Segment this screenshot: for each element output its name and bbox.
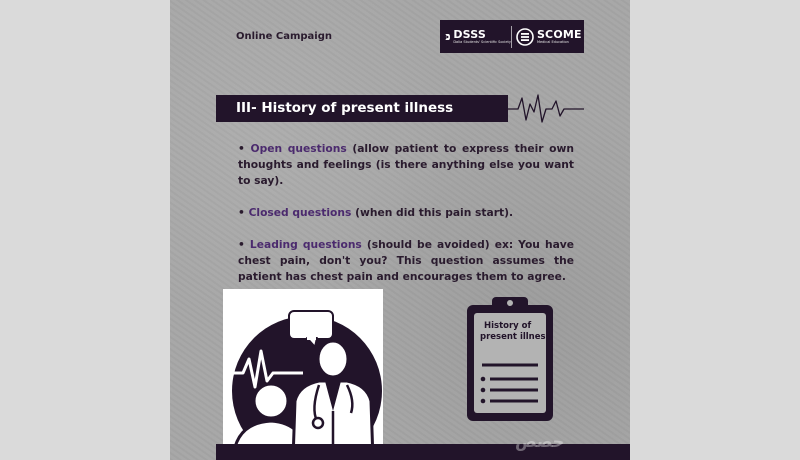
dsss-logo [440, 20, 511, 53]
dsss-emblem-icon [445, 27, 450, 47]
section-header [216, 95, 508, 122]
doctor-patient-icon [223, 289, 383, 460]
bullet-leading-questions [238, 237, 574, 285]
bullet-marker: • [238, 206, 245, 219]
bullet-list [238, 141, 574, 285]
scome-subtitle: Medical Education [536, 40, 569, 44]
clipboard-title-line2: present illness [480, 332, 551, 342]
bullet-marker: • [238, 238, 245, 251]
scome-logo [512, 20, 584, 53]
clipboard-title-line1: History of [484, 321, 532, 331]
campaign-poster [170, 0, 630, 460]
campaign-label: Online Campaign [236, 31, 332, 42]
bullet-term: Closed questions [248, 206, 352, 219]
logos-banner [440, 20, 584, 53]
clipboard-icon [464, 293, 556, 425]
bullet-term: Leading questions [249, 238, 362, 251]
dsss-subtitle: Dalia Students' Scientific Society [453, 40, 511, 44]
bullet-text: (when did this pain start). [351, 206, 514, 219]
bottom-bar [216, 444, 630, 460]
bullet-marker: • [238, 142, 245, 155]
bullet-closed-questions [238, 205, 574, 221]
dsss-title: DSSS [453, 28, 487, 41]
logo-divider [511, 26, 512, 48]
scome-emblem-icon [516, 28, 534, 46]
scome-title: SCOME [536, 28, 582, 41]
watermark: حصص [515, 432, 565, 451]
bullet-text: (allow patient to express their own thoughts and feelings (is there anything else you want to say). [238, 142, 574, 187]
bullet-open-questions [238, 141, 574, 189]
doctor-patient-illustration [223, 289, 383, 460]
bullet-term: Open questions [250, 142, 347, 155]
section-title: III- History of present illness [236, 100, 454, 116]
heartbeat-line-icon [508, 92, 584, 126]
bullet-text: (should be avoided) ex: You have chest pain, don't you? This question assumes the patient has chest pain and encourages them to agree. [238, 238, 574, 283]
